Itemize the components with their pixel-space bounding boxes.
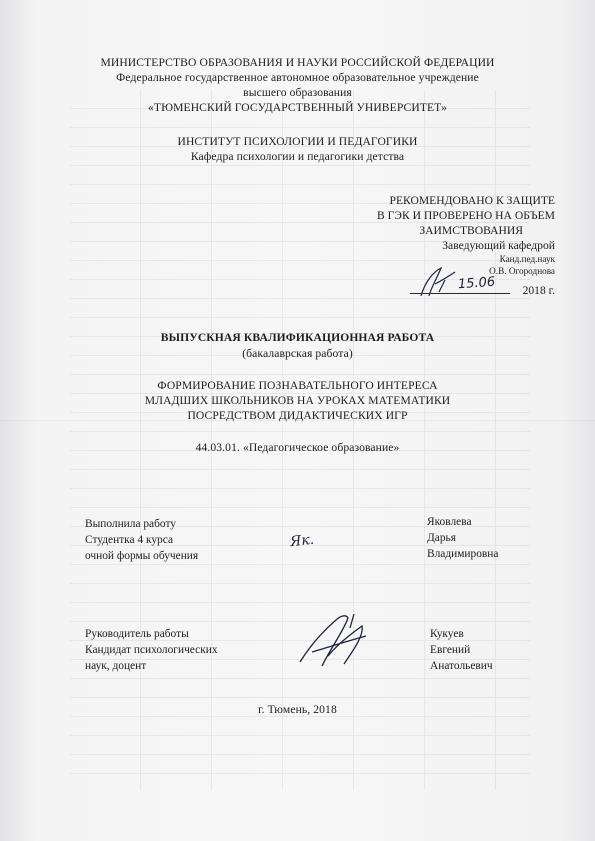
approval-line3: ЗАИМСТВОВАНИЯ [419, 224, 523, 237]
author-role3: очной формы обучения [85, 550, 199, 562]
handwritten-date: 15.06 [457, 274, 496, 293]
supervisor-signature [292, 606, 382, 676]
head-role: Заведующий кафедрой [442, 239, 555, 252]
university-name: «ТЮМЕНСКИЙ ГОСУДАРСТВЕННЫЙ УНИВЕРСИТЕТ» [148, 101, 447, 114]
supervisor-name: Евгений [430, 644, 471, 656]
head-signature [415, 262, 465, 302]
author-role2: Студентка 4 курса [85, 534, 173, 546]
ministry-heading: МИНИСТЕРСТВО ОБРАЗОВАНИЯ И НАУКИ РОССИЙСКОЙ ФЕДЕРАЦИИ [100, 56, 495, 69]
author-patronymic: Владимировна [427, 548, 499, 560]
head-name: О.В. Огороднова [489, 266, 555, 276]
title-line3: ПОСРЕДСТВОМ ДИДАКТИЧЕСКИХ ИГР [187, 409, 408, 422]
work-type: ВЫПУСКНАЯ КВАЛИФИКАЦИОННАЯ РАБОТА [160, 331, 435, 344]
supervisor-role3: наук, доцент [85, 660, 147, 672]
head-degree: Канд.пед.наук [499, 254, 555, 264]
supervisor-role1: Руководитель работы [85, 628, 189, 640]
approval-line2: В ГЭК И ПРОВЕРЕНО НА ОБЪЕМ [376, 209, 555, 222]
approval-line1: РЕКОМЕНДОВАНО К ЗАЩИТЕ [389, 194, 555, 207]
specialty: 44.03.01. «Педагогическое образование» [195, 441, 400, 454]
institute-name: ИНСТИТУТ ПСИХОЛОГИИ И ПЕДАГОГИКИ [177, 135, 418, 148]
author-surname: Яковлева [427, 516, 472, 528]
work-subtype: (бакалаврская работа) [242, 347, 353, 360]
supervisor-surname: Кукуев [430, 628, 464, 640]
author-name: Дарья [427, 532, 456, 544]
institution-line2: высшего образования [243, 86, 352, 99]
supervisor-role2: Кандидат психологических [85, 644, 218, 656]
approval-year: 2018 г. [522, 284, 555, 297]
title-line2: МЛАДШИХ ШКОЛЬНИКОВ НА УРОКАХ МАТЕМАТИКИ [144, 394, 451, 407]
city-year: г. Тюмень, 2018 [258, 703, 337, 716]
institution-line1: Федеральное государственное автономное образовательное учреждение [116, 71, 479, 84]
department-name: Кафедра психологии и педагогики детства [190, 150, 405, 163]
title-line1: ФОРМИРОВАНИЕ ПОЗНАВАТЕЛЬНОГО ИНТЕРЕСА [157, 379, 438, 392]
author-signature: Як. [289, 531, 315, 551]
author-role1: Выполнила работу [85, 518, 176, 530]
supervisor-patronymic: Анатольевич [430, 660, 493, 672]
